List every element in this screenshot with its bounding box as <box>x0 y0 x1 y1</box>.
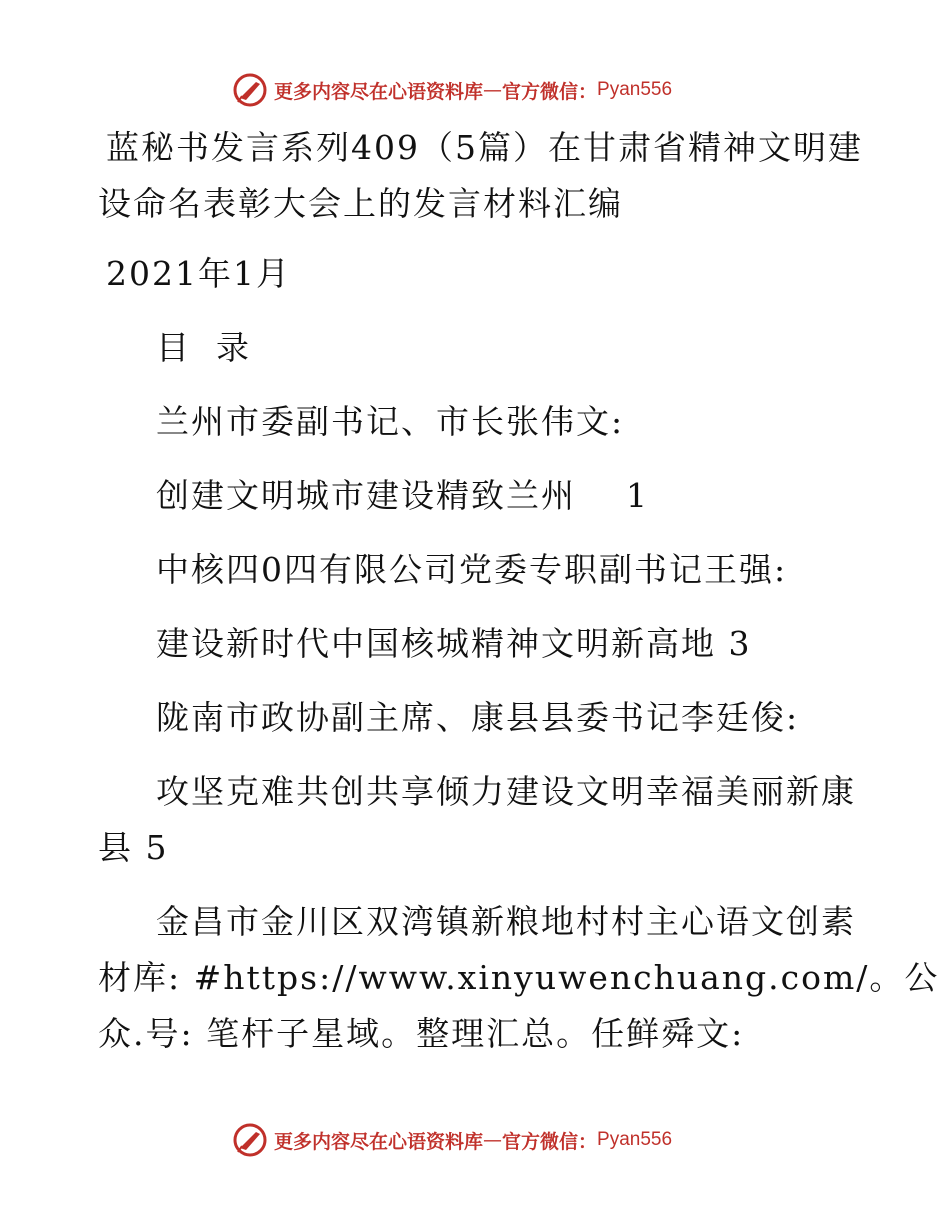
banner-wechat-label: 官方微信： <box>502 1130 598 1153</box>
quill-logo-icon <box>232 72 268 108</box>
toc-title-1: 创建文明城市建设精致兰州 1 <box>156 476 649 515</box>
document-title-line-2: 设命名表彰大会上的发言材料汇编 <box>98 184 623 223</box>
banner-wechat-id: Pyan556 <box>597 1129 673 1150</box>
toc-title-2: 建设新时代中国核城精神文明新高地 3 <box>156 624 752 663</box>
footer-watermark-banner <box>232 1120 672 1160</box>
banner-wechat-label: 官方微信： <box>502 80 598 103</box>
last-entry-line-3: 众.号: 笔杆子星域。整理汇总。任鲜舜文: <box>98 1014 745 1053</box>
document-title-line-1: 蓝秘书发言系列409（5篇）在甘肃省精神文明建 <box>106 128 863 167</box>
toc-title-3-line-1: 攻坚克难共创共享倾力建设文明幸福美丽新康 <box>156 772 856 811</box>
header-watermark-banner <box>232 70 672 110</box>
toc-title-3-line-2: 县 5 <box>98 828 169 867</box>
toc-speaker-1: 兰州市委副书记、市长张伟文: <box>156 402 625 441</box>
toc-speaker-2: 中核四0四有限公司党委专职副书记王强: <box>156 550 788 589</box>
document-body <box>98 120 940 1062</box>
banner-text: 更多内容尽在心语资料库 <box>274 80 484 103</box>
last-entry-line-1: 金昌市金川区双湾镇新粮地村村主心语文创素 <box>156 902 856 941</box>
banner-separator: — <box>483 1129 503 1151</box>
last-entry-line-2: 材库: #https://www.xinyuwenchuang.com/。公 <box>98 958 940 997</box>
toc-heading: 目 录 <box>156 328 251 367</box>
document-date: 2021年1月 <box>106 254 291 293</box>
quill-logo-icon <box>232 1122 268 1158</box>
banner-separator: — <box>483 79 503 101</box>
toc-speaker-3: 陇南市政协副主席、康县县委书记李廷俊: <box>156 698 800 737</box>
banner-wechat-id: Pyan556 <box>597 79 673 100</box>
banner-text: 更多内容尽在心语资料库 <box>274 1130 484 1153</box>
